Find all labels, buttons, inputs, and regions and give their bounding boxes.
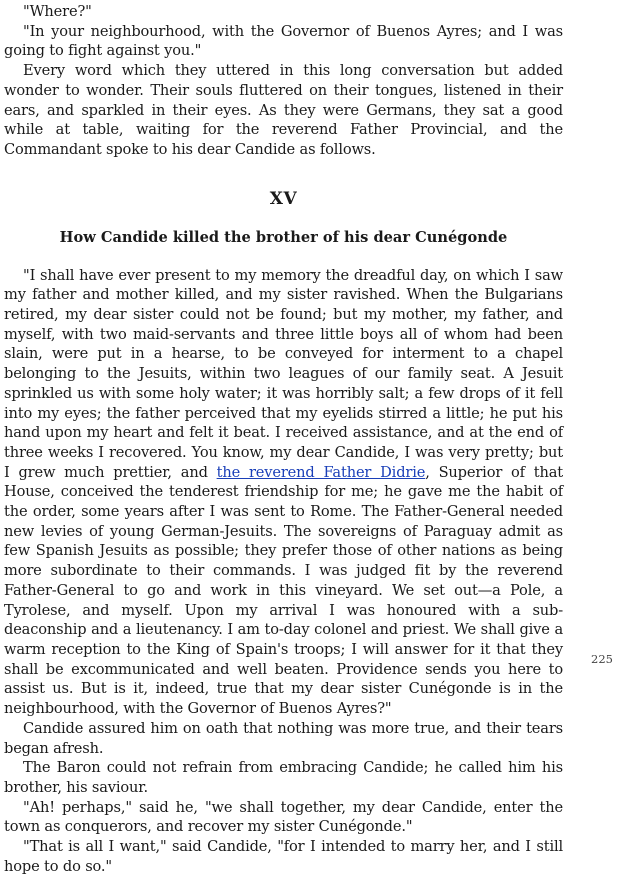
chapter-title: How Candide killed the brother of his dear Cunégonde: [59, 228, 508, 246]
main-paragraph-text-end: , Superior of that House, conceived the tenderest friendship for me; he gave me the habit of the order, some years after I was sent to Rome. The Father-General needed new levies of young German-Jesuits. The sovereigns of Paraguay admit as few Spanish Jesuits as possible; they prefer those of other nations as being more subordinate to their commands. I was judged fit by the reverend Father-General to go and work in this vineyard. We set out—a Pole, a Tyrolese, and myself. Upon my arrival I was honoured with a sub-deaconship and a lieutenancy. I am to-day colonel and priest. We shall give a warm reception to the King of Spain's troops; I will answer for it that they shall be excommunicated and well beaten. Providence sends you here to assist us. But is it, indeed, true that my dear sister Cunégonde is in the neighbourhood, with the Governor of Buenos Ayres?": [4, 463, 563, 718]
dialogue-paragraph: "In your neighbourhood, with the Governor of Buenos Ayres; and I was going to fight against you.": [4, 22, 563, 60]
book-page: [4, 2, 563, 876]
dialogue-paragraph: "That is all I want," said Candide, "for I intended to marry her, and I still hope to do so.": [4, 838, 563, 875]
narrative-paragraph: Candide assured him on oath that nothing was more true, and their tears began afresh.: [4, 719, 563, 757]
narrative-paragraph: The Baron could not refrain from embracing Candide; he called him his brother, his saviour.: [4, 759, 563, 796]
page-number: 225: [591, 652, 613, 666]
dialogue-paragraph: "Where?": [23, 3, 92, 20]
main-paragraph-text-start: "I shall have ever present to my memory the dreadful day, on which I saw my father and mother killed, and my sister ravished. When the Bulgarians retired, my dear sister could not be found; but my mother, my father, and myself, with two maid-servants and three little boys all of whom had been slain, were put in a hearse, to be conveyed for interment to a chapel belonging to the Jesuits, within two leagues of our family seat. A Jesuit sprinkled us with some holy water; it was horribly salt; a few drops of it fell into my eyes; the father perceived that my eyelids stirred a little; he put his hand upon my heart and felt it beat. I received assistance, and at the end of three weeks I recovered. You know, my dear Candide, I was very pretty; but I grew much prettier, and: [4, 266, 563, 481]
dialogue-paragraph: "Ah! perhaps," said he, "we shall together, my dear Candide, enter the town as conquerors, and recover my sister Cunégonde.": [4, 798, 563, 836]
main-paragraph: [4, 266, 563, 719]
chapter-number: XV: [269, 188, 298, 209]
father-didrie-link[interactable]: the reverend Father Didrie: [216, 463, 426, 481]
narrative-paragraph: Every word which they uttered in this long conversation but added wonder to wonder. Their souls fluttered on their tongues, listened in their ears, and sparkled in their eyes. As they were Germans, they sat a good while at table, waiting for the reverend Father Provincial, and the Commandant spoke to his dear Candide as follows.: [4, 62, 563, 158]
